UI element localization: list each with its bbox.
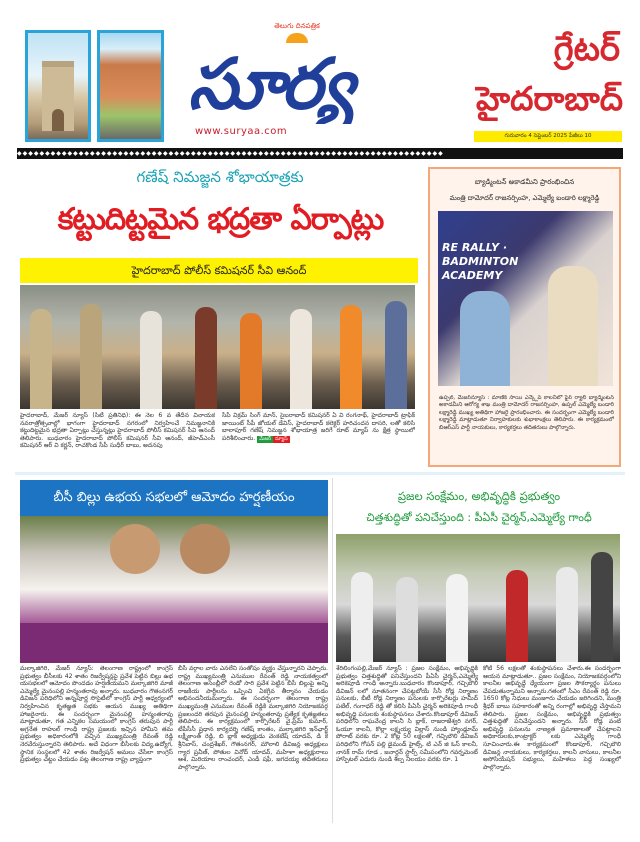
sidebar-body: ఉప్పల్, మేజర్‌న్యూస్ : మాణిక్ సాయి ఎన్క్లేవ్ కాలనీలో ఫైర్ ర్యాలీ బ్యాడ్మింటన్ అకాడమీని ఆరోగ్య శాఖ మంత్రి దామోదర్ రాజనర్సింహ, ఉప్పల్ ఎమ్మెల్యే బండారి లక్ష్మారెడ్డి ముఖ్య అతిథిగా హాజరై ప్రారంభించారు. ఈ సందర్భంగా ఎమ్మెల్యే బండారి లక్ష్మారెడ్డి మాట్లాడుతూ నిర్వాహకులకు శుభాకాంక్షలు తెలిపారు. ఈ కార్యక్రమంలో బిఆర్ఎస్ పార్టీ నాయకులు, కార్యకర్తలు తదితరులు పాల్గొన్నారు. bbox=[439, 395, 614, 431]
sidebar-headline1 bbox=[434, 177, 615, 188]
welfare-body-col2: కోటి 56 లక్షలతో శంకుస్థాపనలు చేశారు.ఈ సందర్భంగా ఆయన మాట్లాడుతూ.. ప్రజల సంక్షేమం, నియోజకవర్గంలోని కాలనీల అభివృద్ధే ధ్యేయంగా ప్రజల సౌకర్యార్థం పనులు చేపడుతున్నామని అన్నారు.గతంలో సీఎం రేవంత్ రెడ్డి రూ. 1650 కోట్ల నిధులు మంజూరు చేయడం జరిగిందని, మంత్రి శ్రీధర్ బాబు సహకారంతో అన్ని రంగాల్లో అభివృద్ధి చేస్తామని తెలిపారు. ప్రజల సంక్షేమం, అభివృద్ధికి ప్రభుత్వం చిత్తశుద్ధితో పనిచేస్తుందని అన్నారు. సీసీ రోడ్ల వంటి అభివృద్ధి పనులను నాణ్యత ప్రమాణాలతో చేపట్టాలని అధికారులకు,కాంట్రాక్టర్ లకు ఎమ్మెల్యే గాంధీ సూచించారు.ఈ కార్యక్రమంలో కొండాపూర్, గచ్చిబౌలి డివిజన్ల నాయకులు, కార్యకర్తలు, కాలనీ వాసులు, కాలనీల అసోసియేషన్ సభ్యులు, మహిళలు పెద్ద సంఖ్యలో పాల్గొన్నారు. bbox=[483, 665, 621, 771]
sidebar-story-box bbox=[428, 167, 621, 467]
welfare-headline2-text: చిత్తశుద్ధితో పనిచేస్తుంది : పీఏసీ చైర్మన్,ఎమ్మెల్యే గాంధీ bbox=[366, 511, 592, 524]
sidebar-photo-academy bbox=[438, 211, 613, 386]
section-divider bbox=[15, 472, 625, 475]
charminar-photo bbox=[25, 30, 91, 142]
diamond-divider-strip: ◆◆◆◆◆◆◆◆◆◆◆◆◆◆◆◆◆◆◆◆◆◆◆◆◆◆◆◆◆◆◆◆◆◆◆◆◆◆◆◆◆◆◆◆◆◆◆◆◆◆◆◆◆◆◆◆◆◆◆◆◆◆◆◆◆◆◆◆◆◆◆◆◆◆◆◆ bbox=[17, 148, 623, 159]
edition-name-line2-text: హైదరాబాద్ bbox=[476, 79, 623, 118]
lead-subhead bbox=[20, 258, 418, 283]
logo-sun-emblem bbox=[262, 22, 332, 44]
lead-body-col1: హైదరాబాద్, మేజర్ న్యూస్ (సిటీ ప్రతినిధి): ఈ నెల 6 వ తేదీన వినాయక నవరాత్రోత్సవాల్లో భాగంగా హైదరాబాద్ నగరంలో నిర్వహించే నిమజ్జనానికి కట్టుదిట్టమైన భద్రతా ఏర్పాట్లు చేస్తున్నట్లు హైదరాబాద్ పోలీస్ కమిషనర్ సీవి ఆనంద్ తెలిపారు. బుధవారం హైదరాబాద్ పోలీస్ కమిషనర్ సీవి ఆనంద్, జీహెచ్‌ఎంసీ కమిషనర్ ఆర్ వి కర్ణన్, రాచకొండ సీపీ సుధీర్ బాబు, అదనపు bbox=[20, 412, 215, 450]
bc-bill-body-col1: మల్కాజిగిరి, మేజర్ న్యూస్: తెలంగాణ రాష్ట్రంలో కాంగ్రెస్ ప్రభుత్వం బీసీలకు 42 శాతం రిజర్వేషన్లపై ప్రవేశ పెట్టిన బిల్లు ఉభ యసభలలో ఆమోదం పొందడం హర్షణీయమని మల్కాజిగిరి మాజీ ఎమ్మెల్యే మైనంపల్లి హన్మంతరావు అన్నారు. బుధవారం గౌతంనగర్ డివిజన్ పరిధిలోని అన్నపూర్ణ సొసైటీలో కాంగ్రెస్ పార్టీ ఆధ్వర్యంలో నిర్వహించిన కృతజ్ఞత సభకు ఆయన ముఖ్య అతిథిగా హాజరైనారు. ఈ సందర్భంగా మైనంపల్లి హన్మంతరావు మాట్లాడుతూ, గత ఎన్నికల సమయంలో కాంగ్రెస్ తరుపున పార్టీ అగ్రనేత రాహుల్ గాంధీ రాష్ట్ర ప్రజలకు ఇచ్చిన హామీని తమ ప్రభుత్వం అధికారంలోకి వచ్చిన ముఖ్యమంత్రి రేవంత్ రెడ్డి నెరవేరుస్తున్నారని తెలిపారు. అదే విధంగా బీసీలకు విద్య,ఉద్యోగ, స్థానిక సంస్థలలో 42 శాతం రిజర్వేషన్ అమలు చేసేలా కాంగ్రెస్ ప్రభుత్వం చట్టం చేయడం పట్ల తెలంగాణ రాష్ట్ర వ్యాప్తంగా bbox=[20, 665, 173, 764]
bc-bill-headline-text: బీసీ బిల్లు ఉభయ సభలలో ఆమోదం హర్షణీయం bbox=[53, 490, 295, 505]
sidebar-headline1-text: బ్యాడ్మింటన్ అకాడమీని ప్రారంభించిన bbox=[474, 178, 575, 186]
cyber-towers-photo bbox=[97, 30, 164, 142]
lead-body-col2-text: సీపీ విక్రమ్ సింగ్ మాన్, సైబరాబాద్ కమిషనర్ ఏ వి రంగనాథ్, హైదరాబాద్ ట్రాఫిక్ జాయింట్ సీపీ జోయల్ డేవిస్, హైదరాబాద్ కలెక్టర్ హరిచందన దాసరి, లతో కలిసి బాలాపూర్ గణేష్ నిమజ్జన శోభాయాత్ర జరిగే రూట్ మ్యాప్ ను క్షేత్ర స్థాయిలో పరిశీలించారు. bbox=[222, 412, 415, 442]
masthead-logo-text: సూర్య bbox=[188, 44, 352, 124]
lead-photo-police-inspection bbox=[20, 285, 415, 409]
bc-bill-body-col2: బీసీ వర్గాల వారు ఎనలేని సంతోషం వ్యక్తం చేస్తున్నారని చెప్పారు. రాష్ట్ర ముఖ్యమంత్రి ఎనుముల రేవంత్ రెడ్డి నాయకత్వంలో తెలంగాణ అసెంబ్లీలో రెండో సారి ప్రవేశ పెట్టిన బీసీ బిల్లుపై అన్ని రాజకీయ పార్టీలను ఒప్పించి ఏకగ్రీవ తీర్మానం చేయడం అభినందనీయమన్నారు. ఈ సందర్భంగా తెలంగాణ రాష్ట్ర ముఖ్యమంత్రి ఎనుముల రేవంత్ రెడ్డికి మల్కాజిగిరి నియోజకవర్గ ప్రజలందరి తరపున మైనంపల్లి హన్మంతరావు ప్రత్యేక కృతజ్ఞతలు తెలిపారు. ఈ కార్యక్రమంలో కార్పొరేటర్ వై.ప్రేమ్ కుమార్, టీపీసీసీ ప్రధాన కార్యదర్శి గణేష్ కాంతం, మల్కాజిగిరి ఇన్‌ఛార్జ్ లక్ష్మీకాంత్ రెడ్డి, బి బ్లాక్ అధ్యక్షుడు వెంకటేష్ యాదవ్, డి కె శ్రీనివాస్, చంద్రశేఖర్, గౌతంనగర్, మౌలాలి డివిజన్ల అధ్యక్షులు గ్యార ప్రవీణ్, పోతుల వినోద్ యాదవ్, మహిళా అధ్యక్షురాలు ఆశ, మిరియాల రాంచందర్, ఎండీ షఫీ, జగదయ్య తదితరులు పాల్గొన్నారు. bbox=[178, 665, 328, 771]
welfare-headline2 bbox=[338, 509, 620, 527]
edition-name-line1 bbox=[470, 28, 620, 70]
major-badge: మేజర్ bbox=[259, 435, 272, 442]
lead-headline bbox=[18, 198, 423, 242]
dateline: గురువారం 4 సెప్టెంబర్ 2025 పేజీలు 10 bbox=[474, 131, 622, 142]
lead-subhead-text: హైదరాబాద్ పోలీస్ కమిషనర్ సీవి ఆనంద్ bbox=[131, 264, 307, 277]
welfare-headline1 bbox=[338, 487, 620, 505]
lead-headline-text: కట్టుదిట్టమైన భద్రతా ఏర్పాట్లు bbox=[57, 202, 384, 237]
masthead-logo bbox=[188, 44, 428, 124]
news-badge: న్యూస్ bbox=[275, 435, 288, 442]
welfare-headline1-text: ప్రజల సంక్షేమం, అభివృద్ధికి ప్రభుత్వం bbox=[397, 489, 561, 503]
bc-bill-photo bbox=[20, 516, 328, 663]
welfare-photo-foundation-stone bbox=[336, 534, 620, 662]
edition-name-line1-text: గ్రేటర్ bbox=[553, 29, 620, 69]
lead-kicker bbox=[20, 166, 420, 188]
edition-name-line2 bbox=[458, 78, 623, 120]
bc-bill-headline bbox=[20, 480, 328, 516]
site-url: www.suryaa.com bbox=[195, 126, 288, 137]
lead-kicker-text: గణేష్ నిమజ్జన శోభాయాత్రకు bbox=[136, 168, 304, 186]
sidebar-headline2 bbox=[434, 193, 615, 204]
column-divider bbox=[332, 478, 333, 823]
welfare-body-col1: శేరిలింగంపల్లి,మేజర్ న్యూస్ : ప్రజల సంక్షేమం, అభివృద్ధికి ప్రభుత్వం చిత్తశుద్ధితో పనిచేస్తుందని పీఏసీ చైర్మన్,ఎమ్మెల్యే అరికెపూడి గాంధీ అన్నారు.బుధవారం కొండాపూర్, గచ్చిబౌలి డివిజన్ లలో నూతనంగా చేపట్టబోయే సీసీ రోడ్ల నిర్మాణం పనులకు, బీటీ రోడ్ల నిర్మాణం పనులకు కార్పొరేటర్లు హమీద్ పటేల్, గంగాధర్ రెడ్డి తో కలిసి పీఏసీ చైర్మన్ అరికెపూడి గాంధీ అభివృద్ధి పనులకు శంకుస్థాపనలు చేశారు.కొండాపూర్ డివిజన్ పరిధిలోని రాఘవేంద్ర కాలనీ సి బ్లాక్, రాజరాజేశ్వరి నగర్, ఓయూ కాలనీ, కొల్లా లక్ష్మయ్య విల్లాస్ నుండి హ్యాండ్లూమ్ పోరాట్ వరకు రూ. 2 కోట్ల 50 లక్షలతో, గచ్చిబౌలి డివిజన్ పరిధిలోని గోపన్ పల్లి డైమండ్ హైట్స్, టి ఎన్ జి ఓస్ కాలనీ, నానక్ రామ్ గూడ , జనార్దన్ స్టార్స్ సమీపంలోని గవర్నమెంట్ హాస్పిటల్ ఎదురు నుండి శిల్ప నిలయం వరకు రూ. 1 bbox=[336, 665, 478, 764]
academy-banner: RE RALLY · BADMINTON ACADEMY bbox=[442, 241, 519, 282]
lead-body-col2 bbox=[222, 412, 415, 470]
sidebar-headline2-text: మంత్రి దామోదర్ రాజనర్సింహ, ఎమ్మెల్యే బండారి లక్ష్మారెడ్డి bbox=[449, 194, 600, 202]
logo-tagline: తెలుగు దినపత్రిక bbox=[274, 22, 320, 30]
